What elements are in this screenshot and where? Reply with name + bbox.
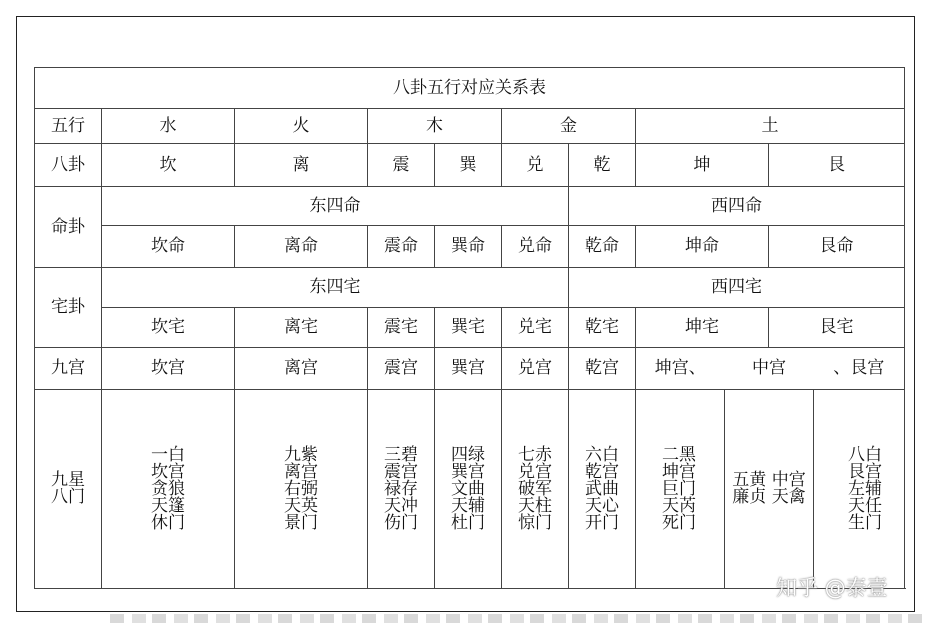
gate: 惊门 xyxy=(518,512,552,533)
gate: 生门 xyxy=(848,512,882,533)
jiuxing-zhen xyxy=(368,390,435,589)
jiuxing-li xyxy=(235,390,368,589)
jiugong-kan: 坎宫 xyxy=(102,348,235,390)
gate: 开门 xyxy=(585,512,619,533)
zhaigua-qian: 乾宅 xyxy=(569,308,636,348)
row-label-jiugong: 九宫 xyxy=(35,348,102,390)
jiuxing-kun xyxy=(636,390,725,589)
jiugong-gen: 、艮宫 xyxy=(814,348,905,390)
zhaigua-dui: 兑宅 xyxy=(502,308,569,348)
jiuxing-dui xyxy=(502,390,569,589)
heavenly-star: 天篷 xyxy=(151,495,185,516)
star-name: 文曲 xyxy=(451,478,485,499)
heavenly-star: 天辅 xyxy=(451,495,485,516)
jiuxing-kan xyxy=(102,390,235,589)
star-name: 贪狼 xyxy=(151,478,185,499)
bagua-dui: 兑 xyxy=(502,144,569,187)
star-name: 左辅 xyxy=(848,478,882,499)
zhaigua-gen: 艮宅 xyxy=(769,308,905,348)
heavenly-star: 天芮 xyxy=(662,495,696,516)
gate: 杜门 xyxy=(451,512,485,533)
jiuxing-center xyxy=(725,390,814,589)
heavenly-star: 天禽 xyxy=(771,487,806,507)
zhaigua-row xyxy=(35,308,905,348)
palace: 巽宫 xyxy=(451,461,485,482)
jiuxing-row xyxy=(35,390,905,589)
jiugong-kun: 坤宫、 xyxy=(636,348,725,390)
minggua-xun: 巽命 xyxy=(435,226,502,268)
minggua-li: 离命 xyxy=(235,226,368,268)
star: 二黑 xyxy=(662,444,696,465)
zhaigua-zhen: 震宅 xyxy=(368,308,435,348)
row-label-wuxing: 五行 xyxy=(35,109,102,144)
row-label-jiuxing-line2: 八门 xyxy=(51,487,85,507)
jiugong-row xyxy=(35,348,905,390)
minggua-gen: 艮命 xyxy=(769,226,905,268)
zhaigua-west-group: 西四宅 xyxy=(569,268,905,308)
jiuxing-qian xyxy=(569,390,636,589)
star: 一白 xyxy=(151,444,185,465)
heavenly-star: 天柱 xyxy=(518,495,552,516)
minggua-dui: 兑命 xyxy=(502,226,569,268)
heavenly-star: 天心 xyxy=(585,495,619,516)
jiugong-zhen: 震宫 xyxy=(368,348,435,390)
star: 六白 xyxy=(585,444,619,465)
minggua-kun: 坤命 xyxy=(636,226,769,268)
star: 八白 xyxy=(848,444,882,465)
star-name: 破军 xyxy=(518,478,552,499)
bagua-gen: 艮 xyxy=(769,144,905,187)
zhaigua-xun: 巽宅 xyxy=(435,308,502,348)
jiugong-qian: 乾宫 xyxy=(569,348,636,390)
minggua-zhen: 震命 xyxy=(368,226,435,268)
palace: 中宫 xyxy=(771,470,806,490)
star: 五黄 xyxy=(732,470,767,490)
palace: 坤宫 xyxy=(662,461,696,482)
heavenly-star: 天冲 xyxy=(384,495,418,516)
zhaigua-kun: 坤宅 xyxy=(636,308,769,348)
jiugong-xun: 巽宫 xyxy=(435,348,502,390)
minggua-east-group: 东四命 xyxy=(102,187,569,226)
star: 九紫 xyxy=(284,444,318,465)
gate: 死门 xyxy=(662,512,696,533)
bagua-qian: 乾 xyxy=(569,144,636,187)
wuxing-tu: 土 xyxy=(636,109,905,144)
jiuxing-xun xyxy=(435,390,502,589)
jiuxing-gen xyxy=(814,390,905,589)
bagua-kun: 坤 xyxy=(636,144,769,187)
row-label-zhaigua: 宅卦 xyxy=(35,268,102,348)
star-name: 廉贞 xyxy=(732,487,767,507)
star-name: 武曲 xyxy=(585,478,619,499)
gate: 伤门 xyxy=(384,512,418,533)
star: 七赤 xyxy=(518,444,552,465)
title-row xyxy=(35,68,905,109)
wuxing-shui: 水 xyxy=(102,109,235,144)
row-label-jiuxing xyxy=(35,390,102,589)
minggua-west-group: 西四命 xyxy=(569,187,905,226)
row-label-minggua: 命卦 xyxy=(35,187,102,268)
jiugong-dui: 兑宫 xyxy=(502,348,569,390)
palace: 坎宫 xyxy=(151,461,185,482)
row-label-jiuxing-line1: 九星 xyxy=(51,470,85,490)
zhaigua-east-group: 东四宅 xyxy=(102,268,569,308)
zhaigua-kan: 坎宅 xyxy=(102,308,235,348)
star: 四绿 xyxy=(451,444,485,465)
zhaigua-li: 离宅 xyxy=(235,308,368,348)
wuxing-jin: 金 xyxy=(502,109,636,144)
cropped-text-line xyxy=(110,614,930,623)
heavenly-star: 天英 xyxy=(284,495,318,516)
bagua-row xyxy=(35,144,905,187)
row-label-bagua: 八卦 xyxy=(35,144,102,187)
jiugong-center: 中宫 xyxy=(725,348,814,390)
wuxing-huo: 火 xyxy=(235,109,368,144)
wuxing-row xyxy=(35,109,905,144)
star-name: 巨门 xyxy=(662,478,696,499)
bagua-li: 离 xyxy=(235,144,368,187)
minggua-group-row xyxy=(35,187,905,226)
minggua-row xyxy=(35,226,905,268)
palace: 兑宫 xyxy=(518,461,552,482)
bagua-kan: 坎 xyxy=(102,144,235,187)
star-name: 禄存 xyxy=(384,478,418,499)
gate: 景门 xyxy=(284,512,318,533)
star: 三碧 xyxy=(384,444,418,465)
bagua-zhen: 震 xyxy=(368,144,435,187)
wuxing-mu: 木 xyxy=(368,109,502,144)
gate: 休门 xyxy=(151,512,185,533)
palace: 离宫 xyxy=(284,461,318,482)
star-name: 右弼 xyxy=(284,478,318,499)
table-title: 八卦五行对应关系表 xyxy=(35,68,905,109)
jiugong-li: 离宫 xyxy=(235,348,368,390)
minggua-kan: 坎命 xyxy=(102,226,235,268)
bagua-wuxing-table xyxy=(34,67,905,589)
bagua-xun: 巽 xyxy=(435,144,502,187)
palace: 乾宫 xyxy=(585,461,619,482)
zhihu-watermark: 知乎 @泰壹 xyxy=(776,576,888,600)
minggua-qian: 乾命 xyxy=(569,226,636,268)
zhaigua-group-row xyxy=(35,268,905,308)
heavenly-star: 天任 xyxy=(848,495,882,516)
palace: 艮宫 xyxy=(848,461,882,482)
palace: 震宫 xyxy=(384,461,418,482)
